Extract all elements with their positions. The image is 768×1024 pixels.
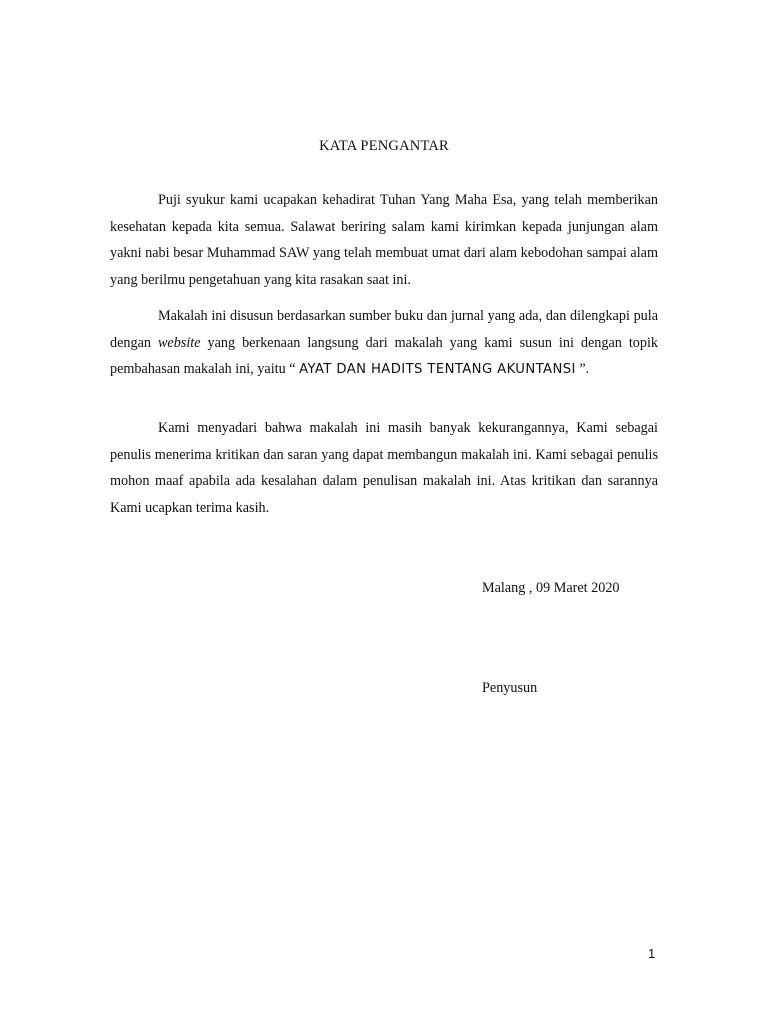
page-title: KATA PENGANTAR — [319, 138, 449, 154]
paragraph-sources-italic: website — [157, 334, 201, 351]
paragraph-sources-topic: AYAT DAN HADITS TENTANG AKUNTANSI — [299, 362, 576, 377]
paragraph-sources — [110, 303, 658, 384]
paragraph-closing: Kami menyadari bahwa makalah ini masih banyak kekurangannya, Kami sebagai penulis menerima kritikan dan saran yang dapat membangun makalah ini. Kami sebagai penulis mohon maaf apabila ada kesalahan dalam penulisan makalah ini. Atas kritikan dan sarannya Kami ucapkan terima kasih. — [110, 420, 658, 516]
paragraph-sources-part1: Makalah ini disusun berdasarkan sumber buku dan jurnal yang ada, dan dilengkapi pula dengan — [110, 308, 658, 351]
place-date: Malang , 09 Maret 2020 — [482, 580, 620, 596]
paragraph-sources-part2: yang berkenaan langsung dari makalah yang kami susun ini dengan topik pembahasan makalah ini, yaitu “ — [110, 334, 658, 377]
paragraph-opening: Puji syukur kami ucapakan kehadirat Tuhan Yang Maha Esa, yang telah memberikan kesehatan kepada kita semua. Salawat beriring salam kami kirimkan kepada junjungan alam yakni nabi besar Muhammad SAW yang telah membuat umat dari alam kebodohan sampai alam yang berilmu pengetahuan yang kita rasakan saat ini. — [110, 192, 658, 288]
paragraph-sources-part3: ”. — [575, 361, 590, 377]
signer-label: Penyusun — [482, 680, 538, 696]
page-number: 1 — [648, 946, 656, 961]
